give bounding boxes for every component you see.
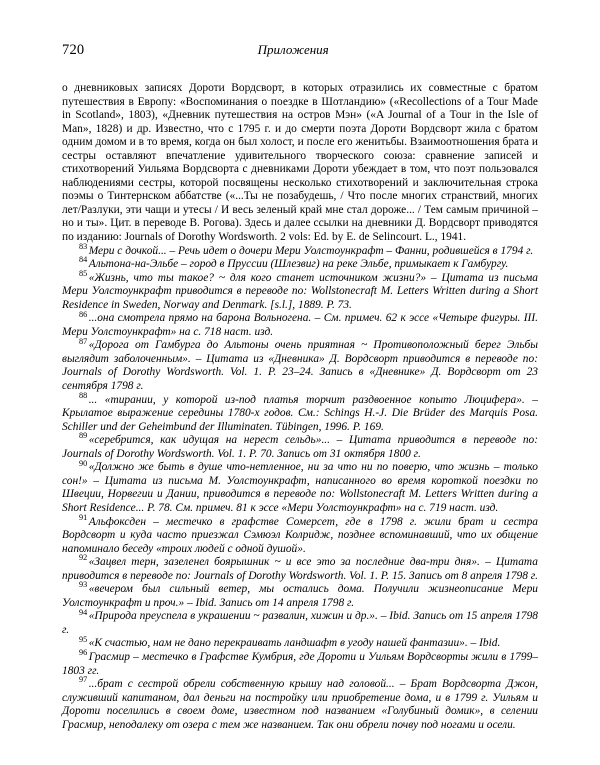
- page-body: [62, 82, 538, 759]
- note-text: «Жизнь, что ты такое? ~ для кого станет источником жизни?» – Цитата из письма Мери Уолстоункрафт приводится в переводе по: Wollstonecraft M. Letters Written during a Short Residence in Sweden, Norway and Denmark. [s.l.], 1889. P. 73.: [62, 271, 538, 311]
- note-item: [62, 336, 538, 393]
- note-number: [79, 743, 81, 752]
- note-number: 87: [79, 336, 88, 346]
- note-number: 84: [79, 255, 88, 265]
- note-text: «Природа преуспела в украшении ~ развалин, хижин и др.». – Ibid. Запись от 15 апреля 1798 г.: [62, 610, 538, 636]
- note-item: [62, 675, 538, 732]
- note-number: 90: [79, 458, 88, 468]
- note-text: «Зацвел терн, зазеленел боярышник ~ и все это за последние два-три дня». – Цитата приводится в переводе по: Journals of Dorothy Wordsworth. Vol. 1. P. 15. Запись от 8 апреля 1798 г.: [62, 556, 538, 582]
- note-text: «Дорога от Гамбурга до Альтоны очень приятная ~ Противоположный берег Эльбы выглядит заболоченным». – Цитата из «Дневника» Д. Вордсворт приводится в переводе по: Journals of Dorothy Wordsworth. Vol. 1. P. 23–24. Запись в «Дневнике» Д. Вордсворт от 23 сентября 1798 г.: [62, 339, 538, 393]
- note-item: [62, 255, 538, 272]
- note-text: «К счастью, нам не дано перекраивать ландшафт в угоду нашей фантазии». – Ibid.: [88, 637, 501, 650]
- note-item: [62, 268, 538, 313]
- note-text: ...она смотрела прямо на барона Вольногена. – См. примеч. 62 к эссе «Четыре фигуры. III. Мери Уолстоункрафт» на с. 718 наст. изд.: [62, 312, 538, 338]
- note-text: Грасмир – местечко в Графстве Кумбрия, где Дороти и Уильям Вордсворты жили в 1799–1803 гг.: [62, 650, 538, 677]
- note-number: 97: [79, 675, 88, 685]
- note-item: [62, 607, 538, 637]
- note-item: [62, 512, 538, 557]
- note-text: «вечером был сильный ветер, мы остались дома. Получили жизнеописание Мери Уолстоункрафт и проч.» – Ibid. Запись от 14 апреля 1798 г.: [62, 583, 538, 609]
- note-number: 95: [79, 634, 88, 644]
- note-item: [62, 580, 538, 610]
- note-item: [62, 241, 538, 259]
- note-item: [62, 553, 538, 583]
- note-item: [62, 732, 538, 746]
- note-text: ...брат с сестрой обрели собственную крышу над головой... – Брат Вордсворта Джон, служивший капитаном, дал деньги на постройку или приобретение дома, и в 1799 г. Уильям и Дороти поселились в своем доме, известном под названием «Голубиный домик», в селении Грасмир, неподалеку от озера с тем же названием. Так они обрели почву под ногами и осели.: [62, 678, 538, 731]
- page-number: 720: [62, 42, 85, 58]
- note-text: Альфоксден – местечко в графстве Сомерсет, где в 1798 г. жили брат и сестра Вордсворт и куда часто приезжал Сэмюэл Колридж, позднее вспоминавший, что их общение напоминало беседу «троих людей с одной душой».: [62, 515, 538, 555]
- note-number: [79, 729, 81, 738]
- note-number: 91: [79, 512, 88, 522]
- note-number: 83: [79, 241, 88, 251]
- note-number: 88: [79, 390, 88, 400]
- note-text: «Должно же быть в душе что-нетленное, ни за что ни по поверю, что жизнь – только сон!» – Цитата из письма М. Уолстоункрафт, написанного во время короткой поездки по Швеции, Норвегии и Дании, приводится в переводе по: Wollstonecraft M. Letters Written during a Short Residence... P. 78. См. примеч. 81 к эссе «Мери Уолстоункрафт» на с. 719 наст. изд.: [62, 461, 538, 514]
- note-item: [62, 746, 538, 760]
- note-number: 89: [79, 431, 88, 441]
- page-header: [62, 42, 538, 60]
- note-text: Альтона-на-Эльбе – город в Пруссии (Шлезвиг) на реке Эльбе, примыкает к Гамбургу.: [88, 258, 509, 271]
- note-number: 93: [79, 580, 88, 590]
- note-number: 85: [79, 268, 88, 278]
- opening-paragraph: о дневниковых записях Дороти Вордсворт, в которых отразились их совместные с братом путешествия в Европу: «Воспоминания о поездке в Шотландию» («Recollections of a Tour Made in Scotland», 1803), «Дневник путешествия на остров Мэн» («A Journal of a Tour in the Isle of Man», 1828) и др. Известно, что с 1795 г. и до смерти поэта Дороти Вордсворт жила с братом одним домом и в то время, когда он был холост, и после его женитьбы. Взаимоотношения брата и сестры оставляют впечатление удивительного творческого союза: сравнение записей и стихотворений Уильяма Вордсворта с дневниками Дороти убеждает в том, что поэт пользовался наблюдениями сестры, которой посвящены несколько стихотворений и заключительная строка поэмы о Тинтернском аббатстве («...Ты не позабудешь, / Что после многих странствий, многих лет/Разлуки, эти чащи и утесы / И весь зеленый край мне стал дороже... / Тем самым причиной – но и ты». Цит. в переводе В. Рогова). Здесь и далее ссылки на дневники Д. Вордсворт приводятся по изданию: Journals of Dorothy Wordsworth. 2 vols: Ed. by E. de Selincourt. L., 1941.: [62, 82, 538, 244]
- note-item: [62, 634, 538, 651]
- note-item: [62, 390, 538, 435]
- note-text: «серебрится, как идущая на нерест сельдь»... – Цитата приводится в переводе по: Journals of Dorothy Wordsworth. Vol. 1. P. 70. Запись от 31 октября 1800 г.: [62, 434, 538, 460]
- note-item: [62, 648, 538, 678]
- note-text: Мери с дочкой... – Речь идет о дочери Мери Уолстоункрафт – Фанни, родившейся в 1794 г.: [88, 244, 534, 257]
- running-title: Приложения: [257, 42, 329, 57]
- note-number: 92: [79, 553, 88, 563]
- note-number: 86: [79, 309, 88, 319]
- note-item: [62, 431, 538, 461]
- note-item: [62, 458, 538, 515]
- note-text: ... «тирании, у которой из-под платья торчит раздвоенное копыто Люцифера». – Крылатое выражение середины 1780-х годов. См.: Schings H.-J. Die Brüder des Marquis Posa. Schiller und der Geheimbund der Illuminaten. Tübingen, 1996. P. 169.: [62, 393, 538, 433]
- note-number: 94: [79, 607, 88, 617]
- note-number: 96: [79, 648, 88, 658]
- note-item: [62, 309, 538, 339]
